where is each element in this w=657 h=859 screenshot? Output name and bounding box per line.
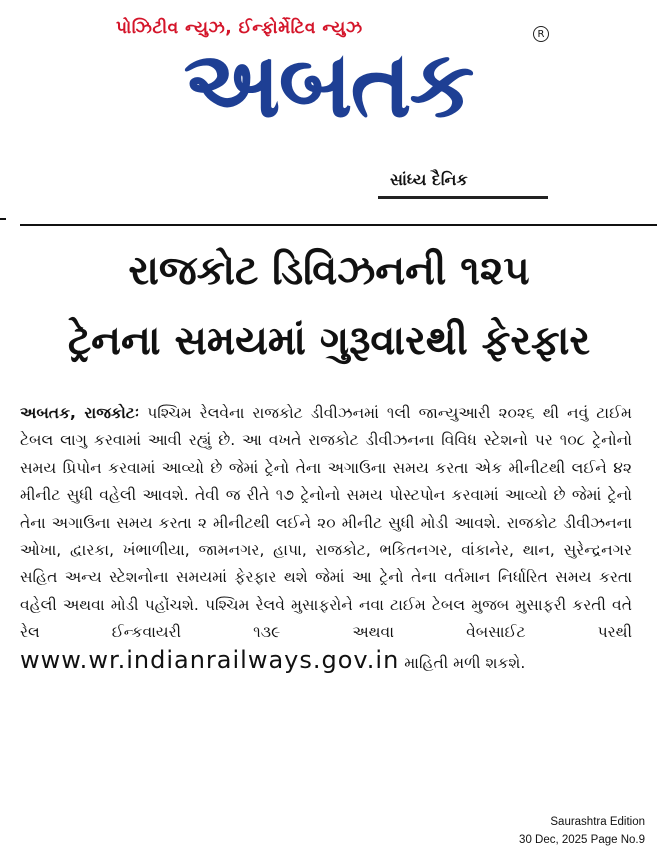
article-headline bbox=[18, 236, 640, 376]
website-url: www.wr.indianrailways.gov.in bbox=[20, 645, 400, 674]
newspaper-logo: અબતક bbox=[183, 31, 473, 138]
article-dateline: અબતક, રાજકોટઃ bbox=[20, 404, 140, 422]
article-closing: માહિતી મળી શકશે. bbox=[404, 653, 526, 672]
headline-line-2: ટ્રેનના સમયમાં ગુરૂવારથી ફેરફાર bbox=[67, 318, 591, 364]
headline-line-1: રાજકોટ ડિવિઝનની ૧૨૫ bbox=[128, 248, 530, 294]
article-body bbox=[20, 400, 632, 677]
masthead bbox=[0, 0, 657, 215]
margin-tick bbox=[0, 218, 6, 220]
edition-underline bbox=[378, 196, 548, 199]
edition-type-label: સાંધ્ય દૈનિક bbox=[390, 170, 468, 189]
page-footer bbox=[445, 813, 645, 849]
header-divider bbox=[20, 224, 657, 226]
masthead-tagline: પોઝિટીવ ન્યુઝ, ઈન્ફોર્મેટિવ ન્યુઝ bbox=[116, 18, 363, 38]
registered-mark-icon: R bbox=[533, 26, 549, 42]
date-page-number: 30 Dec, 2025 Page No.9 bbox=[519, 834, 645, 846]
article-text: પશ્ચિમ રેલવેના રાજકોટ ડીવીઝનમાં ૧લી જાન્યુઆરી ૨૦૨૬ થી નવું ટાઈમ ટેબલ લાગુ કરવામાં આવી રહ્યું છે. આ વખતે રાજકોટ ડીવીઝનના વિવિધ સ્ટેશનો પર ૧૦૮ ટ્રેનોનો સમય પ્રિપોન કરવામાં આવ્યો છે જેમાં ટ્રેનો તેના અગાઉના સમય કરતા એક મીનીટથી લઈને ૪૨ મીનીટ સુધી વહેલી આવશે. તેવી જ રીતે ૧૭ ટ્રેનોનો સમય પોસ્ટપોન કરવામાં આવ્યો છે જેમાં ટ્રેનો તેના અગાઉના સમય કરતા ૨ મીનીટથી લઈને ૨૦ મીનીટ સુધી મોડી આવશે. રાજકોટ ડીવીઝનના ઓખા, દ્વારકા, ખંભાળીયા, જામનગર, હાપા, રાજકોટ, ભકિતનગર, વાંકાનેર, થાન, સુરેન્દ્રનગર સહિત અન્ય સ્ટેશનોના સમયમાં ફેરફાર થશે જેમાં આ ટ્રેનો તેના વર્તમાન નિર્ધારિત સમય કરતા વહેલી અથવા મોડી પહોંચશે. પશ્ચિમ રેલવે મુસાફરોને નવા ટાઈમ ટેબલ મુજબ મુસાફરી કરતી વતે રેલ ઈન્કવાયરી ૧૩૯ અથવા વેબસાઈટ પરથી bbox=[20, 404, 632, 642]
edition-name: Saurashtra Edition bbox=[550, 816, 645, 828]
